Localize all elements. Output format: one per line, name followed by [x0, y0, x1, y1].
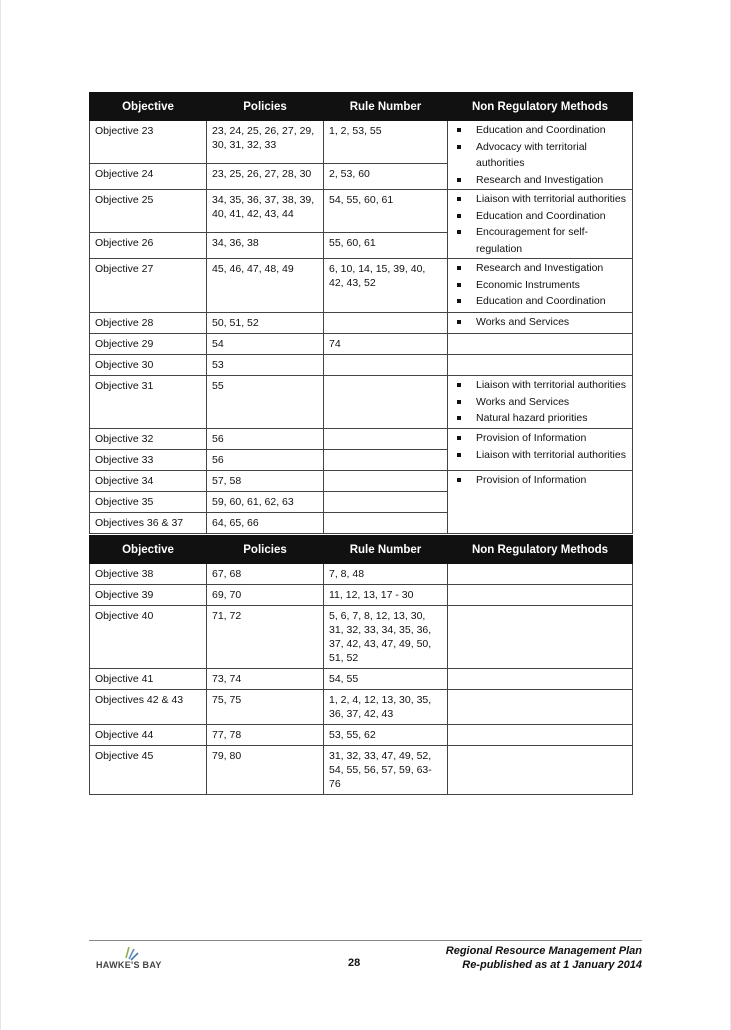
publication-title: Regional Resource Management Plan	[445, 945, 642, 957]
methods-list	[454, 377, 628, 427]
methods-cell	[448, 429, 633, 471]
policies-cell: 23, 25, 26, 27, 28, 30	[207, 164, 324, 190]
methods-cell	[448, 190, 633, 259]
rules-cell: 1, 2, 4, 12, 13, 30, 35, 36, 37, 42, 43	[324, 690, 448, 725]
methods-cell	[448, 669, 633, 690]
list-item: Liaison with territorial authorities	[454, 191, 628, 208]
list-item: Education and Coordination	[454, 122, 628, 139]
list-item: Advocacy with territorial authorities	[454, 139, 628, 172]
policies-cell: 55	[207, 376, 324, 429]
rules-cell	[324, 450, 448, 471]
objective-cell: Objective 41	[90, 669, 207, 690]
rules-cell: 74	[324, 334, 448, 355]
table-row	[90, 121, 633, 164]
list-item: Provision of Information	[454, 430, 628, 447]
objective-cell: Objective 34	[90, 471, 207, 492]
list-item: Economic Instruments	[454, 277, 628, 294]
rules-cell: 11, 12, 13, 17 - 30	[324, 585, 448, 606]
policies-cell: 64, 65, 66	[207, 513, 324, 534]
table-row	[90, 564, 633, 585]
objectives-table-2	[89, 535, 633, 795]
footer-divider	[89, 940, 642, 941]
methods-list	[454, 260, 628, 310]
rules-cell	[324, 513, 448, 534]
policies-cell: 56	[207, 429, 324, 450]
policies-cell: 56	[207, 450, 324, 471]
list-item: Works and Services	[454, 314, 628, 331]
objective-cell: Objective 27	[90, 259, 207, 313]
policies-cell: 71, 72	[207, 606, 324, 669]
table-row	[90, 725, 633, 746]
header-objective: Objective	[90, 536, 207, 564]
objective-cell: Objective 30	[90, 355, 207, 376]
methods-cell	[448, 376, 633, 429]
objective-cell: Objective 44	[90, 725, 207, 746]
rules-cell: 54, 55	[324, 669, 448, 690]
list-item: Encouragement for self-regulation	[454, 224, 628, 257]
methods-cell	[448, 564, 633, 585]
policies-cell: 50, 51, 52	[207, 313, 324, 334]
list-item: Education and Coordination	[454, 208, 628, 225]
objective-cell: Objective 45	[90, 746, 207, 795]
table-header-row	[90, 93, 633, 121]
methods-cell	[448, 313, 633, 334]
objective-cell: Objective 39	[90, 585, 207, 606]
methods-cell	[448, 334, 633, 355]
policies-cell: 79, 80	[207, 746, 324, 795]
table-row	[90, 429, 633, 450]
list-item: Provision of Information	[454, 472, 628, 489]
list-item: Research and Investigation	[454, 172, 628, 189]
methods-list	[454, 314, 628, 331]
policies-cell: 57, 58	[207, 471, 324, 492]
methods-cell	[448, 746, 633, 795]
objective-cell: Objective 40	[90, 606, 207, 669]
list-item: Works and Services	[454, 394, 628, 411]
rules-cell: 1, 2, 53, 55	[324, 121, 448, 164]
table-row	[90, 585, 633, 606]
objective-cell: Objective 26	[90, 233, 207, 259]
methods-cell	[448, 585, 633, 606]
rules-cell	[324, 429, 448, 450]
rules-cell: 31, 32, 33, 47, 49, 52, 54, 55, 56, 57, 59, 63- 76	[324, 746, 448, 795]
header-policies: Policies	[207, 536, 324, 564]
table-row	[90, 334, 633, 355]
rules-cell: 2, 53, 60	[324, 164, 448, 190]
table-header-row	[90, 536, 633, 564]
header-non-regulatory-methods: Non Regulatory Methods	[448, 93, 633, 121]
objective-cell: Objective 25	[90, 190, 207, 233]
policies-cell: 53	[207, 355, 324, 376]
header-objective: Objective	[90, 93, 207, 121]
header-policies: Policies	[207, 93, 324, 121]
objective-cell: Objective 29	[90, 334, 207, 355]
objective-cell: Objective 23	[90, 121, 207, 164]
policies-cell: 67, 68	[207, 564, 324, 585]
table-row	[90, 355, 633, 376]
table-row	[90, 259, 633, 313]
rules-cell: 53, 55, 62	[324, 725, 448, 746]
methods-list	[454, 122, 628, 188]
policies-cell: 54	[207, 334, 324, 355]
list-item: Liaison with territorial authorities	[454, 447, 628, 464]
policies-cell: 34, 36, 38	[207, 233, 324, 259]
methods-list	[454, 430, 628, 463]
policies-cell: 45, 46, 47, 48, 49	[207, 259, 324, 313]
header-rule-number: Rule Number	[324, 93, 448, 121]
methods-cell	[448, 121, 633, 190]
rules-cell	[324, 471, 448, 492]
table-row	[90, 190, 633, 233]
rules-cell: 55, 60, 61	[324, 233, 448, 259]
policies-cell: 73, 74	[207, 669, 324, 690]
methods-cell	[448, 355, 633, 376]
list-item: Education and Coordination	[454, 293, 628, 310]
table-row	[90, 746, 633, 795]
publication-date: Re-published as at 1 January 2014	[462, 959, 642, 971]
objective-cell: Objectives 42 & 43	[90, 690, 207, 725]
table-row	[90, 669, 633, 690]
page-number: 28	[348, 957, 361, 969]
list-item: Natural hazard priorities	[454, 410, 628, 427]
policies-cell: 77, 78	[207, 725, 324, 746]
publication-info	[446, 944, 642, 972]
policies-cell: 75, 75	[207, 690, 324, 725]
methods-cell	[448, 259, 633, 313]
list-item: Research and Investigation	[454, 260, 628, 277]
objective-cell: Objective 33	[90, 450, 207, 471]
policies-cell: 34, 35, 36, 37, 38, 39, 40, 41, 42, 43, 44	[207, 190, 324, 233]
table-row	[90, 313, 633, 334]
table-row	[90, 376, 633, 429]
header-rule-number: Rule Number	[324, 536, 448, 564]
rules-cell	[324, 492, 448, 513]
list-item: Liaison with territorial authorities	[454, 377, 628, 394]
objective-cell: Objective 35	[90, 492, 207, 513]
objective-cell: Objective 32	[90, 429, 207, 450]
table-row	[90, 690, 633, 725]
objective-cell: Objectives 36 & 37	[90, 513, 207, 534]
objective-cell: Objective 28	[90, 313, 207, 334]
rules-cell: 54, 55, 60, 61	[324, 190, 448, 233]
methods-list	[454, 472, 628, 489]
table-row	[90, 471, 633, 492]
methods-cell	[448, 690, 633, 725]
methods-cell	[448, 725, 633, 746]
rules-cell	[324, 313, 448, 334]
objectives-table-1	[89, 92, 633, 534]
policies-cell: 59, 60, 61, 62, 63	[207, 492, 324, 513]
policies-cell: 69, 70	[207, 585, 324, 606]
header-non-regulatory-methods: Non Regulatory Methods	[448, 536, 633, 564]
objective-cell: Objective 24	[90, 164, 207, 190]
policies-cell: 23, 24, 25, 26, 27, 29, 30, 31, 32, 33	[207, 121, 324, 164]
objective-cell: Objective 38	[90, 564, 207, 585]
methods-cell	[448, 606, 633, 669]
rules-cell: 7, 8, 48	[324, 564, 448, 585]
table-row	[90, 606, 633, 669]
methods-cell	[448, 471, 633, 534]
rules-cell	[324, 355, 448, 376]
objective-cell: Objective 31	[90, 376, 207, 429]
rules-cell	[324, 376, 448, 429]
rules-cell: 6, 10, 14, 15, 39, 40, 42, 43, 52	[324, 259, 448, 313]
rules-cell: 5, 6, 7, 8, 12, 13, 30, 31, 32, 33, 34, 35, 36, 37, 42, 43, 47, 49, 50, 51, 52	[324, 606, 448, 669]
logo-text: HAWKE'S BAY	[96, 960, 162, 970]
methods-list	[454, 191, 628, 257]
